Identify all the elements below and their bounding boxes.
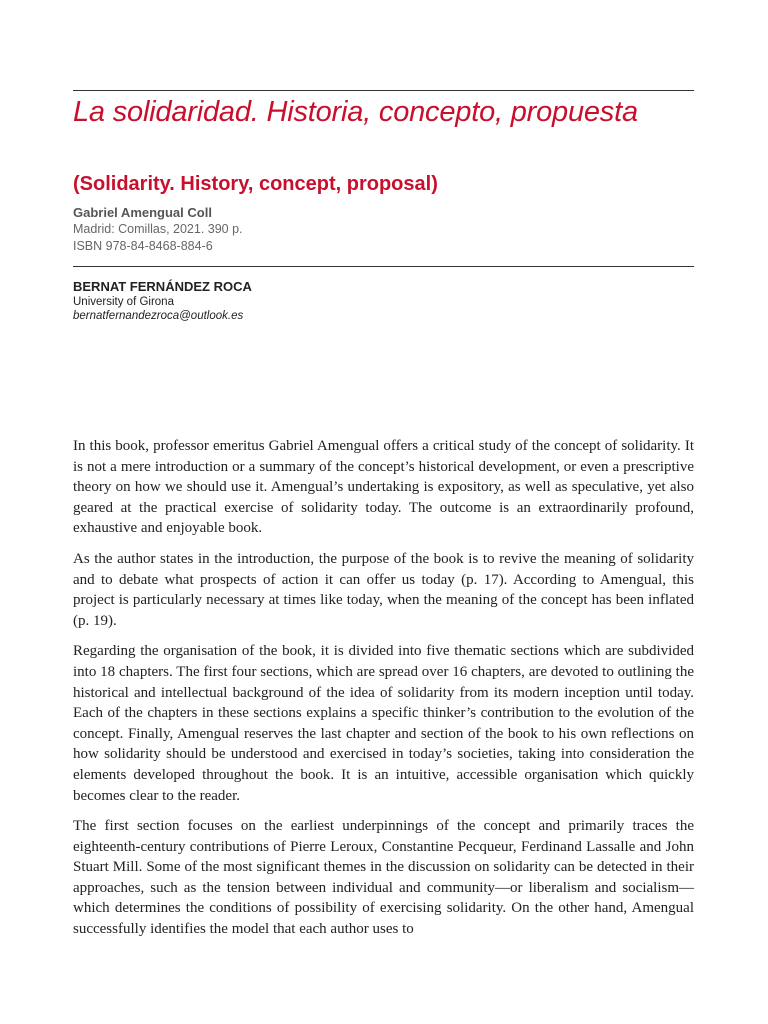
reviewer-affiliation: University of Girona bbox=[73, 296, 174, 308]
body-paragraph: Regarding the organisation of the book, it is divided into five thematic sections which are subdivided into 18 chapters. The first four sections, which are spread over 16 chapters, are devoted to outlining the historical and intellectual background of the idea of solidarity from its modern inception until today. Each of the chapters in these sections explains a specific thinker’s contribution to the evolution of the concept. Finally, Amengual reserves the last chapter and section of the book to his own reflections on how solidarity should be understood and exercised in today’s societies, taking into consideration the elements developed throughout the book. It is an intuitive, accessible organisation which quickly becomes clear to the reader. bbox=[73, 643, 694, 804]
body-paragraph: In this book, professor emeritus Gabriel Amengual offers a critical study of the concept of solidarity. It is not a mere introduction or a summary of the concept’s historical development, or even a prescriptive theory on how we should use it. Amengual’s undertaking is expository, as well as speculative, yet also geared at the practical exercise of solidarity today. The outcome is an extraordinarily profound, exhaustive and enjoyable book. bbox=[73, 438, 694, 537]
isbn: ISBN 978-84-8468-884-6 bbox=[73, 239, 213, 253]
book-author: Gabriel Amengual Coll bbox=[73, 205, 212, 220]
reviewer-name: BERNAT FERNÁNDEZ ROCA bbox=[73, 279, 252, 294]
review-page bbox=[73, 0, 694, 1024]
publication-info: Madrid: Comillas, 2021. 390 p. bbox=[73, 222, 243, 236]
review-body bbox=[73, 436, 694, 950]
body-paragraph: The first section focuses on the earliest underpinnings of the concept and primarily traces the eighteenth-century contributions of Pierre Leroux, Constantine Pecqueur, Ferdinand Lassalle and John Stuart Mill. Some of the most significant themes in the discussion on solidarity can be detected in their approaches, such as the tension between individual and community—or liberalism and socialism—which determines the conditions of possibility of exercising solidarity. On the other hand, Amengual successfully identifies the model that each author uses to bbox=[73, 818, 694, 938]
section-rule bbox=[73, 266, 694, 267]
reviewer-email[interactable]: bernatfernandezroca@outlook.es bbox=[73, 310, 244, 322]
book-subtitle: (Solidarity. History, concept, proposal) bbox=[73, 173, 438, 195]
body-paragraph: As the author states in the introduction, the purpose of the book is to revive the meaning of solidarity and to debate what prospects of action it can offer us today (p. 17). According to Amengual, this project is particularly necessary at times like today, when the meaning of the concept has been inflated (p. 19). bbox=[73, 550, 694, 629]
book-title: La solidaridad. Historia, concepto, propuesta bbox=[73, 96, 638, 128]
top-rule bbox=[73, 90, 694, 91]
